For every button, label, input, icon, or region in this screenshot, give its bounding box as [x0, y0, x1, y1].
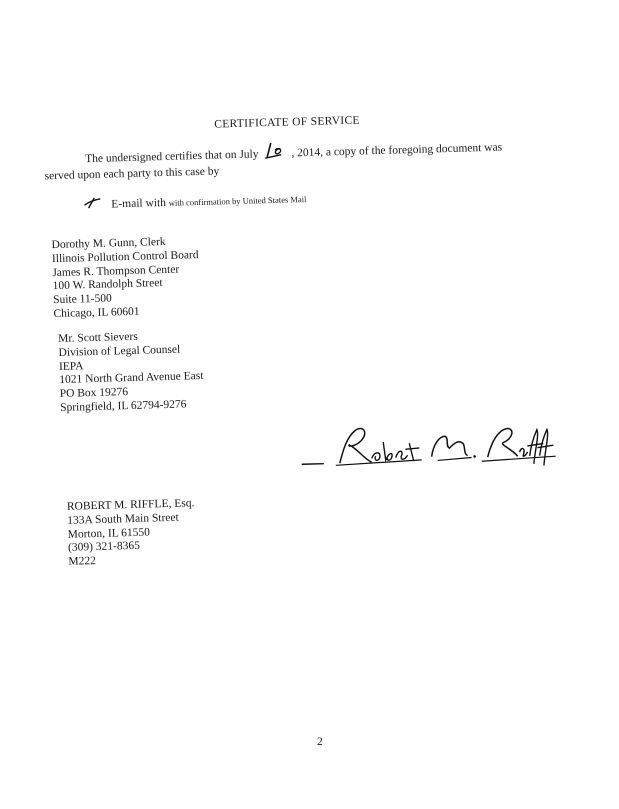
- recipient-address-2: [58, 329, 204, 416]
- sender-address: [67, 497, 196, 570]
- address-line: Springfield, IL 62794-9276: [59, 398, 187, 414]
- service-method-detail: with confirmation by United States Mail: [168, 194, 307, 208]
- address-line: Mr. Scott Sievers: [58, 330, 138, 346]
- service-method: [82, 190, 306, 211]
- address-line: Suite 11-500: [52, 292, 112, 307]
- address-line: (309) 321-8365: [67, 540, 141, 555]
- page-number: 2: [317, 736, 323, 748]
- address-line: Morton, IL 61550: [67, 526, 151, 541]
- address-line: 133A South Main Street: [67, 511, 179, 527]
- certification-text-post: , 2014, a copy of the foregoing document was: [291, 141, 503, 160]
- address-line: Dorothy M. Gunn, Clerk: [51, 235, 166, 252]
- address-line: Illinois Pollution Control Board: [51, 248, 199, 265]
- certification-text-pre: The undersigned certifies that on July: [85, 148, 259, 166]
- handwritten-check-mark: [82, 196, 102, 209]
- address-line: 1021 North Grand Avenue East: [59, 370, 204, 387]
- document-title: CERTIFICATE OF SERVICE: [214, 114, 360, 131]
- service-method-main: E-mail with: [111, 196, 167, 211]
- address-line: M222: [68, 555, 97, 568]
- handwritten-signature: [299, 413, 561, 480]
- certification-line-2: served upon each party to this case by: [44, 165, 220, 183]
- address-line: James R. Thompson Center: [52, 263, 180, 279]
- address-line: 100 W. Randolph Street: [52, 277, 163, 293]
- address-line: IEPA: [58, 359, 84, 373]
- address-line: ROBERT M. RIFFLE, Esq.: [66, 497, 195, 513]
- recipient-address-1: [51, 235, 200, 322]
- address-line: PO Box 19276: [59, 386, 129, 401]
- certification-line-1: [85, 139, 502, 166]
- address-line: Division of Legal Counsel: [58, 343, 181, 359]
- address-line: Chicago, IL 60601: [53, 305, 140, 321]
- handwritten-day: [261, 144, 291, 159]
